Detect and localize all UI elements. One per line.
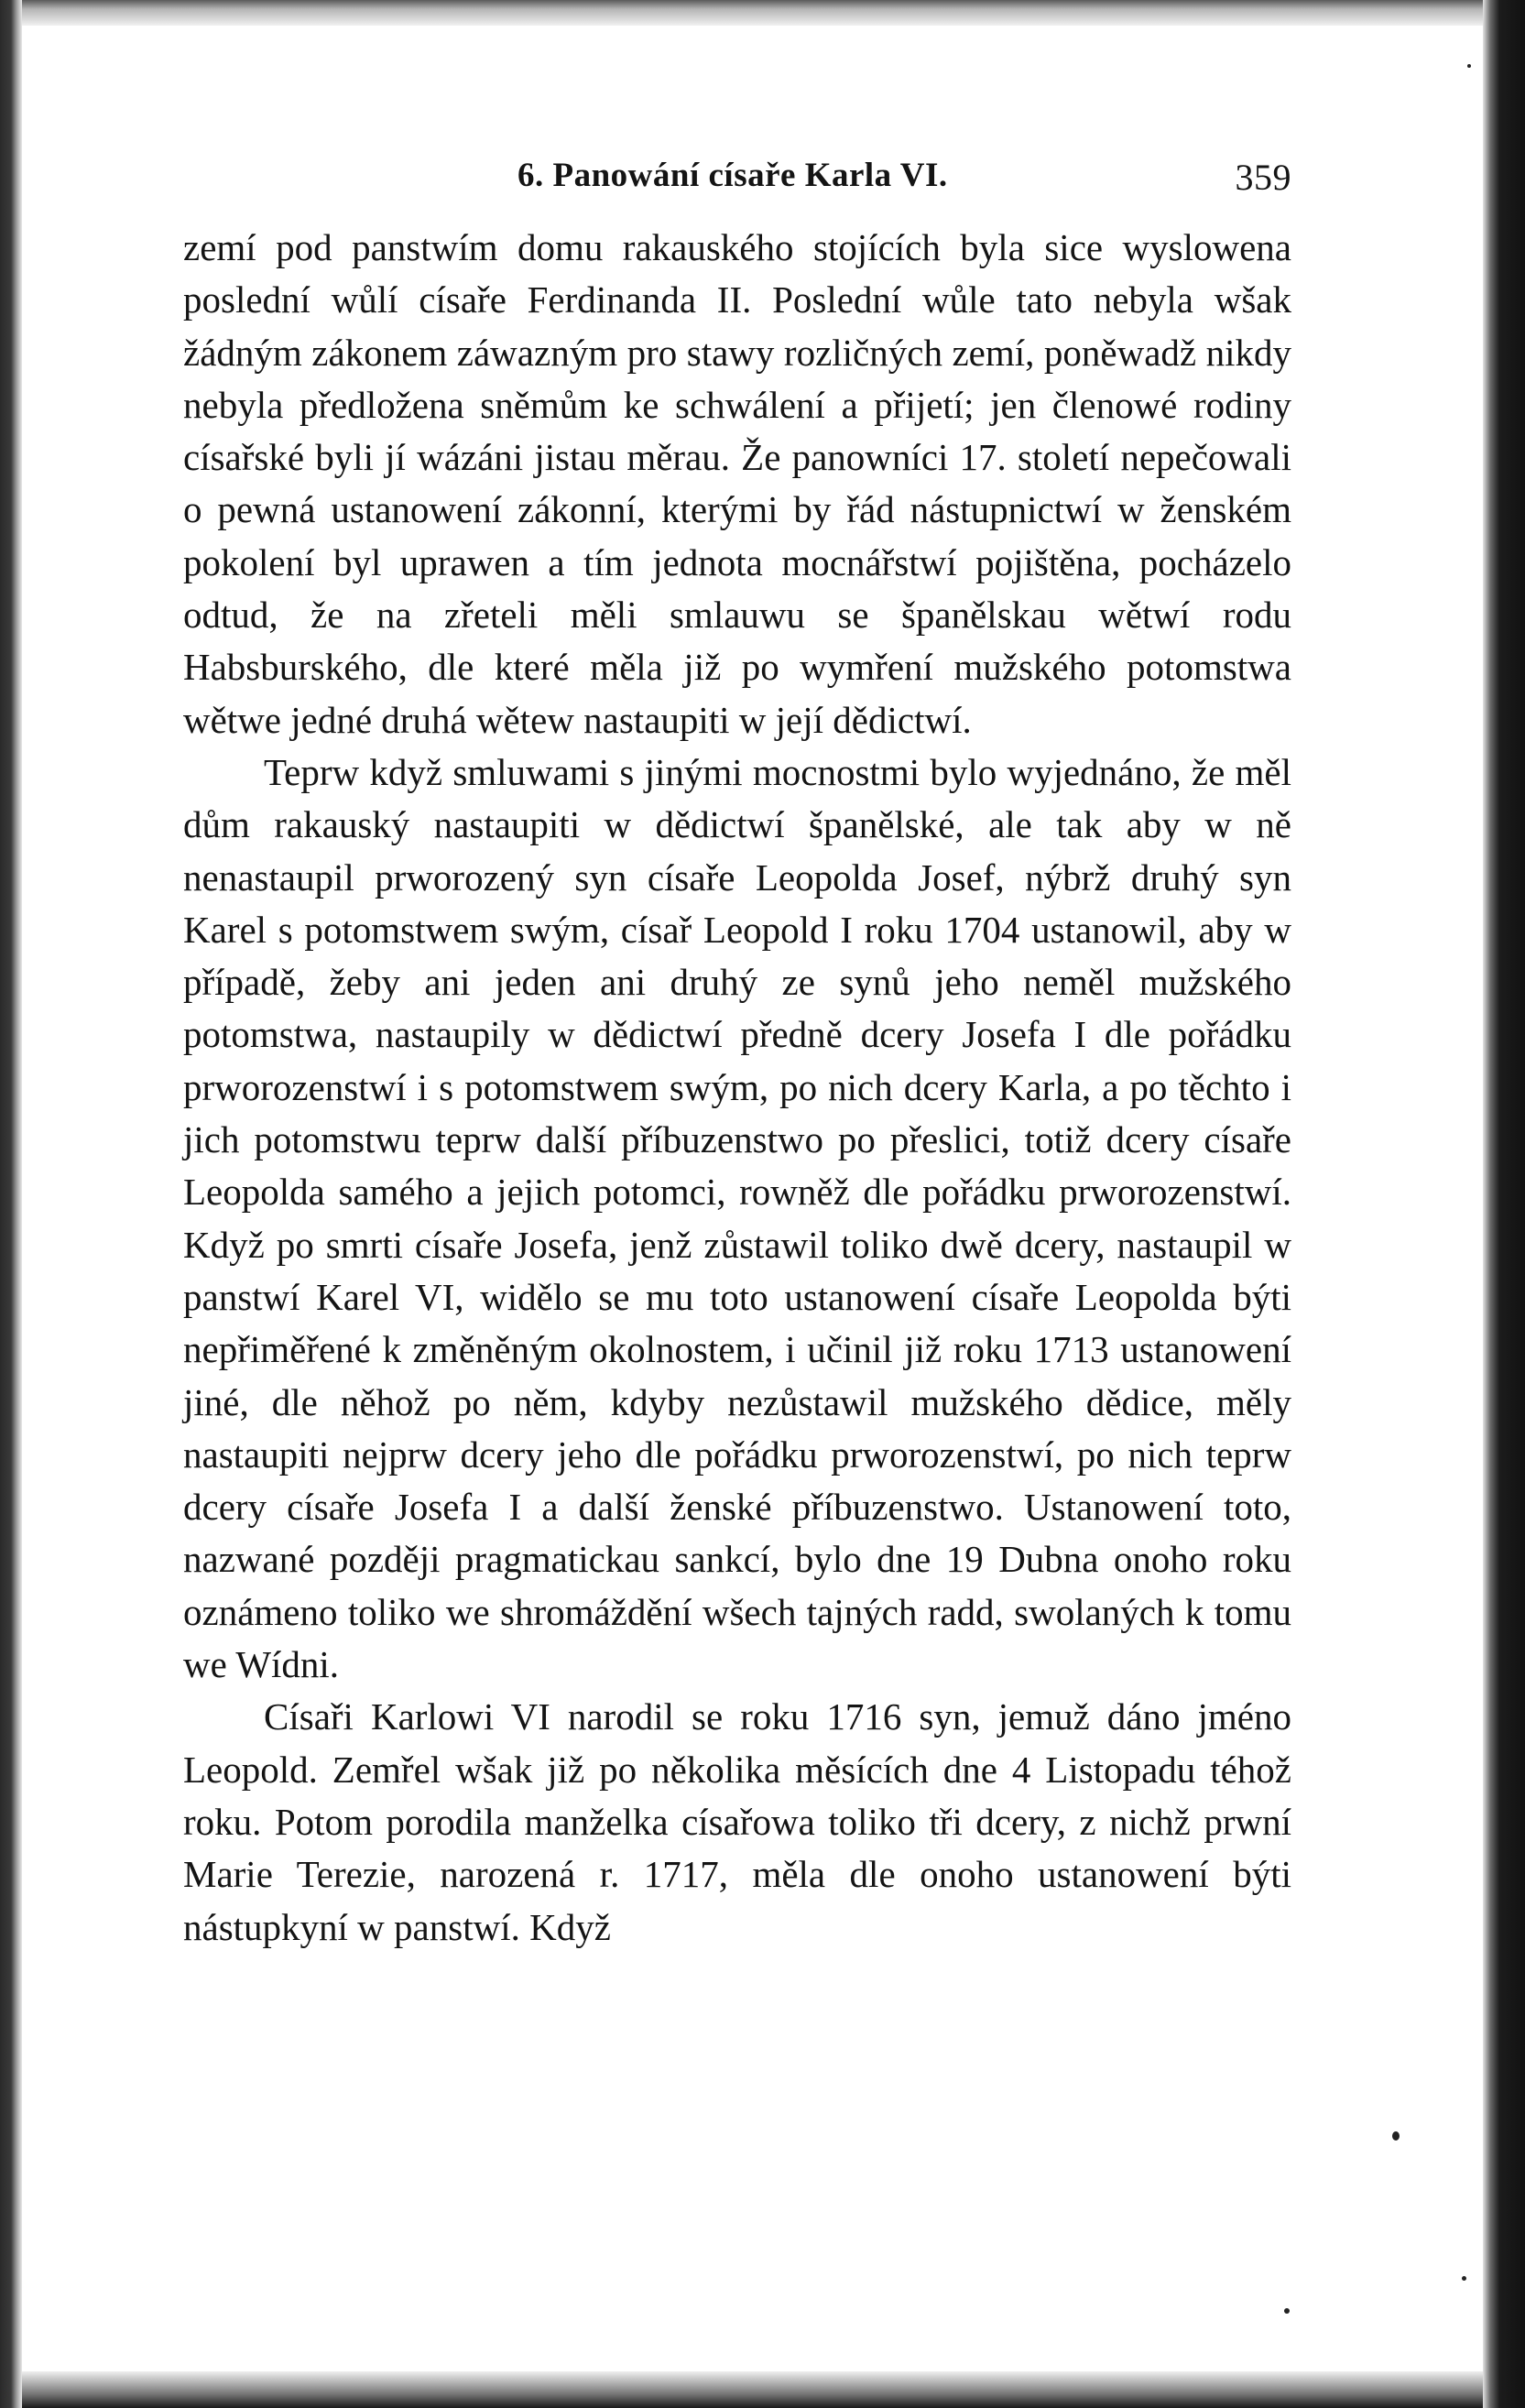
chapter-title: 6. Panowání císaře Karla VI. — [517, 157, 948, 194]
body-text — [183, 222, 1291, 1954]
page-number: 359 — [1235, 157, 1291, 198]
running-header — [183, 156, 1291, 203]
ink-speck — [1284, 2308, 1290, 2314]
paragraph: Teprw když smluwami s jinými mocnostmi bylo wyjednáno, že měl dům rakauský nastaupiti w dědictwí španělské, ale tak aby w ně nenastaupil prworozený syn císaře Leopolda Josef, nýbrž druhý syn Karel s potomstwem swým, císař Leopold I roku 1704 ustanowil, aby w případě, žeby ani jeden ani druhý ze synů jeho neměl mužského potomstwa, nastaupily w dědictwí předně dcery Josefa I dle pořádku prworozenstwí i s potomstwem swým, po nich dcery Karla, a po těchto i jich potomstwu teprw další příbuzenstwo po přeslici, totiž dcery císaře Leopolda samého a jejich potomci, rowněž dle pořádku prworozenstwí. Když po smrti císaře Josefa, jenž zůstawil toliko dwě dcery, nastaupil w panstwí Karel VI, widělo se mu toto ustanowení císaře Leopolda býti nepřiměřené k změněným okolnostem, i učinil již roku 1713 ustanowení jiné, dle něhož po něm, kdyby nezůstawil mužského dědice, měly nastaupiti nejprw dcery jeho dle pořádku prworozenstwí, po nich teprw dcery císaře Josefa I a další ženské příbuzenstwo. Ustanowení toto, nazwané později pragmatickau sankcí, bylo dne 19 Dubna onoho roku oznámeno toliko we shromáždění wšech tajných radd, swolaných k tomu we Wídni. — [183, 750, 1291, 1686]
ink-speck — [1462, 2276, 1466, 2281]
left-scan-border — [0, 0, 22, 2408]
right-scan-border — [1483, 0, 1525, 2408]
book-page — [183, 156, 1291, 1954]
top-scan-border — [22, 0, 1483, 26]
ink-speck — [1392, 2131, 1400, 2141]
bottom-scan-border — [22, 2371, 1483, 2408]
ink-speck — [1467, 64, 1471, 68]
paragraph: zemí pod panstwím domu rakauského stojících byla sice wyslowena poslední wůlí císaře Ferdinanda II. Poslední wůle tato nebyla wšak žádným zákonem záwazným pro stawy rozličných zemí, poněwadž nikdy nebyla předložena sněmům ke schwálení a přijetí; jen členowé rodiny císařské byli jí wázáni jistau měrau. Že panowníci 17. století nepečowali o pewná ustanowení zákonní, kterými by řád nástupnictwí w ženském pokolení byl uprawen a tím jednota mocnářstwí pojištěna, pocházelo odtud, že na zřeteli měli smlauwu se španělskau wětwí rodu Habsburského, dle které měla již po wymření mužského potomstwa wětwe jedné druhá wětew nastaupiti w její dědictwí. — [183, 226, 1291, 741]
paragraph: Císaři Karlowi VI narodil se roku 1716 syn, jemuž dáno jméno Leopold. Zemřel wšak již po několika měsících dne 4 Listopadu téhož roku. Potom porodila manželka císařowa toliko tři dcery, z nichž prwní Marie Terezie, narozená r. 1717, měla dle onoho ustanowení býti nástupkyní w panstwí. Když — [183, 1695, 1291, 1948]
